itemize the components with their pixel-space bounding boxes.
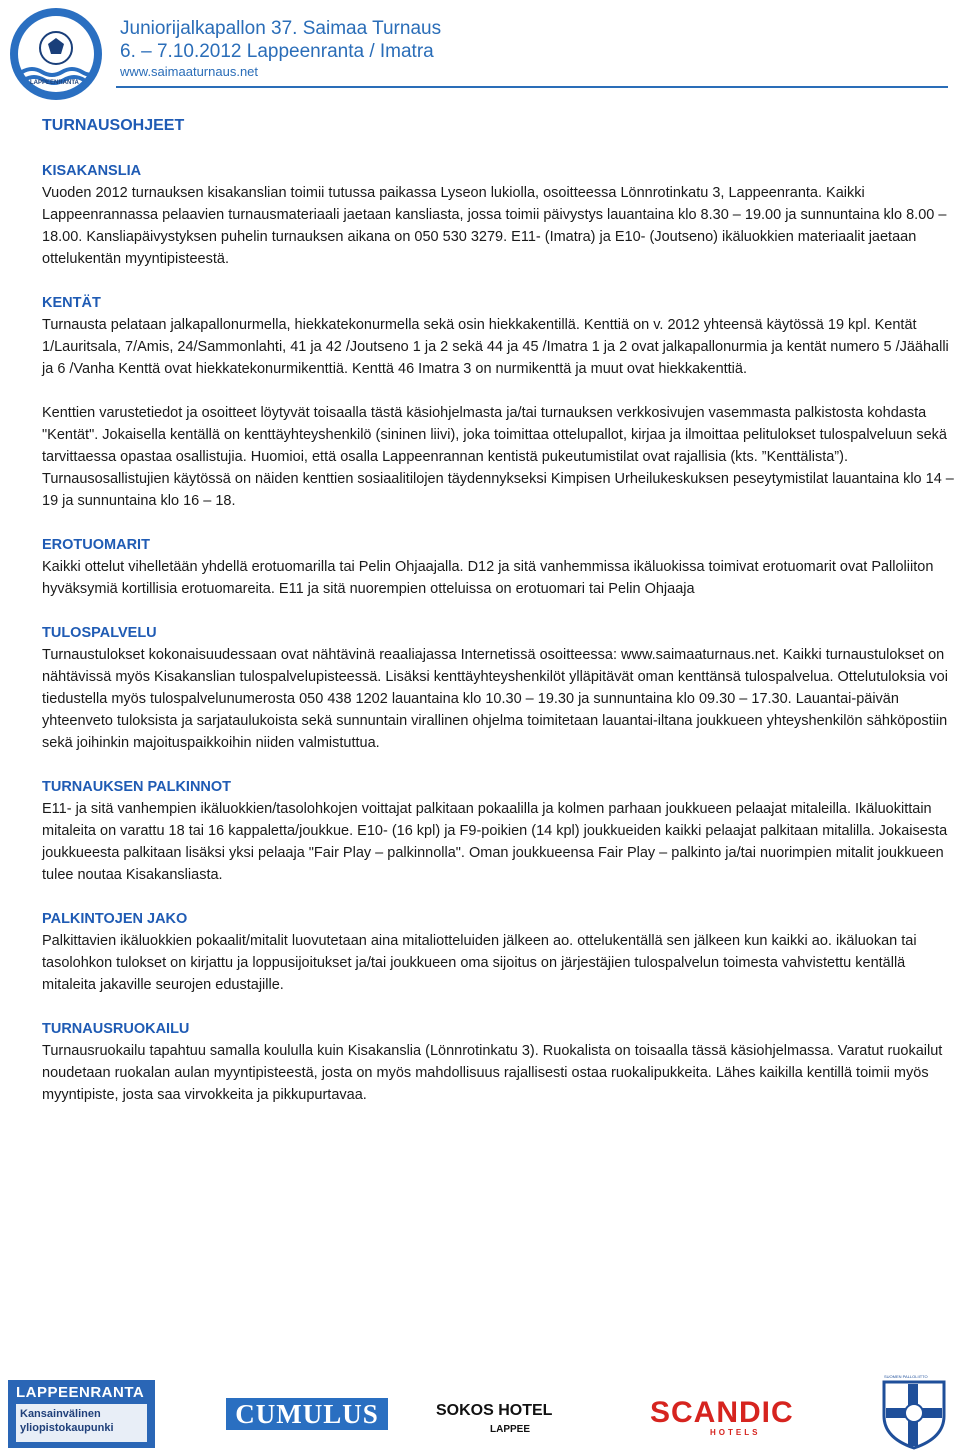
- document-body: [42, 116, 958, 1128]
- header-divider: [116, 86, 948, 88]
- section-heading: TURNAUKSEN PALKINNOT: [42, 779, 232, 795]
- section-paragraph: Turnaustulokset kokonaisuudessaan ovat nähtävinä reaaliajassa Internetissä osoitteessa: www.saimaaturnaus.net. Kaikki turnaustulokset on nähtävissä myös Kisakanslian tulospalvelupisteessä. Lisäksi kenttäyhteyshenkilöt ylläpitävät oman kenttänsä tulospalvelua. Ottelutuloksia voi tiedustella myös tulospalvelunumerosta 050 438 1202 lauantaina klo 10.30 – 19.30 ja sunnuntaina klo 09.30 – 17.30. Lauantai-päivän yhteenveto tuloksista ja sarjataulukoista sekä sunnuntain virallinen ohjelma toimitetaan lauantai-iltana joukkueen yhteyshenkilön sähköpostiin sekä joihinkin majoituspaikkoihin niiden valmistuttua.: [42, 647, 948, 751]
- header-url-link[interactable]: www.saimaaturnaus.net: [120, 64, 259, 79]
- scandic-hotels-logo: [650, 1396, 828, 1437]
- logo-text-bottom: LAPPEENRANTA: [30, 80, 79, 86]
- sokos-hotel-subtext: LAPPEE: [490, 1424, 531, 1435]
- section-paragraph: Turnausta pelataan jalkapallonurmella, hiekkatekonurmella sekä osin hiekkakentillä. Kenttiä on v. 2012 yhteensä käytössä 19 kpl. Kentät 1/Lauritsala, 7/Amis, 24/Sammonlahti, 41 ja 42 /Joutseno 1 ja 2 sekä 44 ja 45 /Imatra 1 ja 2 ovat jalkapallonurmia ja kentät numero 5 /Jäähalli ja 6 /Vanha Kenttä ovat hiekkatekonurmikenttiä. Kenttä 46 Imatra 3 on nurmikenttä ja muut ovat hiekkakenttiä.: [42, 317, 949, 377]
- palloliitto-shield-text: SUOMEN PALLOLIITTO: [884, 1374, 928, 1379]
- document-title: TURNAUSOHJEET: [42, 117, 185, 134]
- saimaa-turnaus-logo: [6, 4, 106, 104]
- section-paragraph: Kenttien varustetiedot ja osoitteet löytyvät toisaalla tästä käsiohjelmasta ja/tai turnauksen verkkosivujen vasemmasta palkistosta kohdasta "Kentät". Jokaisella kentällä on kenttäyhteyshenkilö (sininen liivi), joka toimittaa ottelupallot, kirjaa ja ilmoittaa pelitulokset tulospalveluun sekä tarvittaessa opastaa osallistujia. Huomioi, että osalla Lappeenrannan kentistä pukeutumistilat ovat rajallisia (kts. ”Kenttälista”). Turnausosallistujien käytössä on näiden kenttien sosiaalitilojen täydennykseksi Kimpisen Urheilukeskuksen peseytymistilat lauantaina klo 14 – 19 ja sunnuntaina klo 16 – 18.: [42, 405, 954, 509]
- section-tulospalvelu: [42, 622, 958, 754]
- section-erotuomarit: [42, 534, 958, 600]
- header-date: 6. – 7.10.2012 Lappeenranta / Imatra: [120, 41, 434, 62]
- lappeenranta-logo: [8, 1380, 155, 1448]
- section-paragraph: Kaikki ottelut vihelletään yhdellä erotuomarilla tai Pelin Ohjaajalla. D12 ja sitä vanhemmissa ikäluokissa toimivat erotuomarit ovat Palloliiton hyväksymiä kortillisia erotuomareita. E11 ja sitä nuorempien otteluissa on erotuomari tai Pelin Ohjaaja: [42, 559, 934, 597]
- sokos-hotel-text: SOKOS HOTEL: [436, 1402, 553, 1419]
- palloliitto-shield-icon: [880, 1378, 948, 1450]
- scandic-subtext: HOTELS: [710, 1428, 761, 1437]
- section-heading: KENTÄT: [42, 295, 101, 311]
- section-paragraph: Turnausruokailu tapahtuu samalla koululla kuin Kisakanslia (Lönnrotinkatu 3). Ruokalista on toisaalla tässä käsiohjelmassa. Varatut ruokailut noudetaan ruokalan aulan myyntipisteestä, josta on myös mahdollisuus rajallisesti ostaa ruokalipukkeita. Lähes kaikilla kentillä toimii myös myyntipiste, josta saa virvokkeita ja pikkupurtavaa.: [42, 1043, 943, 1103]
- section-heading: EROTUOMARIT: [42, 537, 150, 553]
- section-heading: PALKINTOJEN JAKO: [42, 911, 188, 927]
- section-turnausruokailu: [42, 1018, 958, 1106]
- header-title: Juniorijalkapallon 37. Saimaa Turnaus: [120, 18, 442, 39]
- lappeenranta-logo-title: LAPPEENRANTA: [16, 1384, 145, 1401]
- section-paragraph: Palkittavien ikäluokkien pokaalit/mitalit luovutetaan aina mitaliotteluiden jälkeen ao. ottelukentällä sen jälkeen kun kaikki ao. ikäluokan tai tasolohkon tulokset on kirjattu ja loppusijoitukset ja/tai joukkueen oma sijoitus on järjestäjien tulospalvelun toimesta vahvistettu kentällä mitaleita jakaville seurojen edustajille.: [42, 933, 917, 993]
- section-palkinnot: [42, 776, 958, 886]
- scandic-text: SCANDIC: [650, 1396, 794, 1429]
- sponsor-bar: [0, 1372, 960, 1452]
- section-heading: TULOSPALVELU: [42, 625, 157, 641]
- section-heading: KISAKANSLIA: [42, 163, 142, 179]
- section-kisakanslia: [42, 160, 958, 270]
- section-paragraph: E11- ja sitä vanhempien ikäluokkien/tasolohkojen voittajat palkitaan pokaalilla ja kolmen parhaan joukkueen pelaajat mitaleilla. Ikäluokittain mitaleita on varattu 18 tai 16 kappaletta/joukkue. E10- (16 kpl) ja F9-poikien (14 kpl) joukkueiden kaikki pelaajat palkitaan mitalilla. Jokaisesta joukkueesta palkitaan lisäksi yksi pelaaja "Fair Play – palkinnolla". Oman joukkueensa Fair Play – palkinto ja/tai nuorimpien mitalit joukkueen tulee noutaa Kisakansliasta.: [42, 801, 948, 883]
- sokos-hotel-logo: [436, 1402, 582, 1442]
- section-palkintojen-jako: [42, 908, 958, 996]
- section-heading: TURNAUSRUOKAILU: [42, 1021, 190, 1037]
- lappeenranta-logo-subtitle: Kansainvälinen yliopistokaupunki: [16, 1404, 147, 1442]
- section-kentat: [42, 292, 958, 512]
- section-paragraph: Vuoden 2012 turnauksen kisakanslian toimii tutussa paikassa Lyseon lukiolla, osoitteessa Lönnrotinkatu 3, Lappeenranta. Kaikki Lappeenrannassa pelaavien turnausmateriaali jaetaan kansliasta, jossa toimii päivystys lauantaina klo 8.30 – 19.00 ja sunnuntaina klo 8.00 – 18.00. Kansliapäivystyksen puhelin turnauksen aikana on 050 530 3279. E11- (Imatra) ja E10- (Joutseno) ikäluokkien materiaalit jaetaan ottelukentän myyntipisteestä.: [42, 185, 947, 267]
- cumulus-logo: CUMULUS: [226, 1398, 388, 1430]
- page-header: [0, 0, 960, 100]
